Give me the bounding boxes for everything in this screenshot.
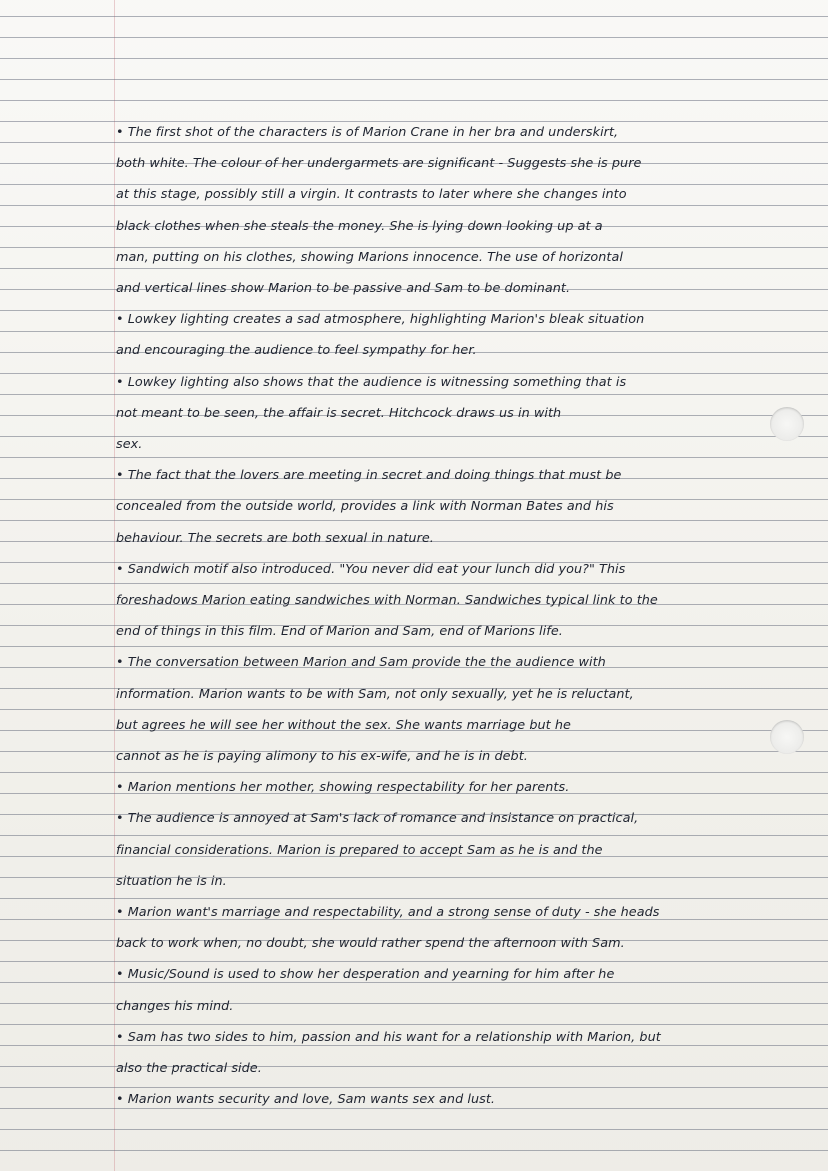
note-line: not meant to be seen, the affair is secret. Hitchcock draws us in with [116,405,562,421]
note-line: changes his mind. [116,998,234,1014]
ruled-line [0,1024,828,1025]
ruled-line [0,79,828,80]
note-line: behaviour. The secrets are both sexual in nature. [116,530,434,546]
note-line: back to work when, no doubt, she would rather spend the afternoon with Sam. [116,936,625,952]
ruled-line [0,961,828,962]
ruled-line [0,268,828,269]
note-line: • Music/Sound is used to show her desperation and yearning for him after he [116,967,615,983]
note-line: information. Marion wants to be with Sam, not only sexually, yet he is reluctant, [116,686,634,702]
note-line: end of things in this film. End of Marion and Sam, end of Marions life. [116,624,563,640]
note-line: • The fact that the lovers are meeting in secret and doing things that must be [116,468,622,484]
note-line: at this stage, possibly still a virgin. It contrasts to later where she changes into [116,187,627,203]
note-line: sex. [116,437,143,452]
ruled-line [0,1087,828,1088]
ruled-line [0,520,828,521]
note-line: black clothes when she steals the money. She is lying down looking up at a [116,218,603,234]
note-line: and vertical lines show Marion to be passive and Sam to be dominant. [116,281,571,296]
ruled-line [0,37,828,38]
ruled-line [0,58,828,59]
ruled-line [0,1150,828,1151]
note-line: • Sandwich motif also introduced. "You never did eat your lunch did you?" This [116,561,626,577]
note-line: • Marion want's marriage and respectability, and a strong sense of duty - she heads [116,905,660,920]
ruled-line [0,646,828,647]
note-line: also the practical side. [116,1061,262,1076]
ruled-line [0,709,828,710]
ruled-line [0,1129,828,1130]
margin-line [114,0,115,1171]
ruled-line [0,835,828,836]
ruled-line [0,583,828,584]
note-line: cannot as he is paying alimony to his ex-wife, and he is in debt. [116,749,528,764]
note-line: • Lowkey lighting creates a sad atmosphere, highlighting Marion's bleak situation [116,312,645,328]
note-line: • The conversation between Marion and Sam provide the the audience with [116,655,606,671]
note-line: • Lowkey lighting also shows that the audience is witnessing something that is [116,374,627,390]
note-line: • Sam has two sides to him, passion and his want for a relationship with Marion, but [116,1029,661,1045]
note-line: • The first shot of the characters is of Marion Crane in her bra and underskirt, [116,125,619,140]
ruled-line [0,772,828,773]
note-line: situation he is in. [116,873,227,889]
ruled-line [0,898,828,899]
ruled-line [0,331,828,332]
note-line: • Marion mentions her mother, showing respectability for her parents. [116,780,570,796]
note-line: • Marion wants security and love, Sam wants sex and lust. [116,1092,496,1108]
note-line: and encouraging the audience to feel sympathy for her. [116,343,477,359]
ruled-line [0,394,828,395]
note-line: man, putting on his clothes, showing Marions innocence. The use of horizontal [116,249,623,265]
note-line: concealed from the outside world, provides a link with Norman Bates and his [116,499,614,515]
note-line: both white. The colour of her undergarmets are significant - Suggests she is pure [116,156,642,172]
note-line: but agrees he will see her without the sex. She wants marriage but he [116,717,571,733]
ruled-line [0,100,828,101]
ruled-line [0,457,828,458]
ruled-line [0,16,828,17]
note-line: • The audience is annoyed at Sam's lack of romance and insistance on practical, [116,811,639,827]
note-line: financial considerations. Marion is prepared to accept Sam as he is and the [116,842,603,858]
note-line: foreshadows Marion eating sandwiches with Norman. Sandwiches typical link to the [116,593,658,608]
